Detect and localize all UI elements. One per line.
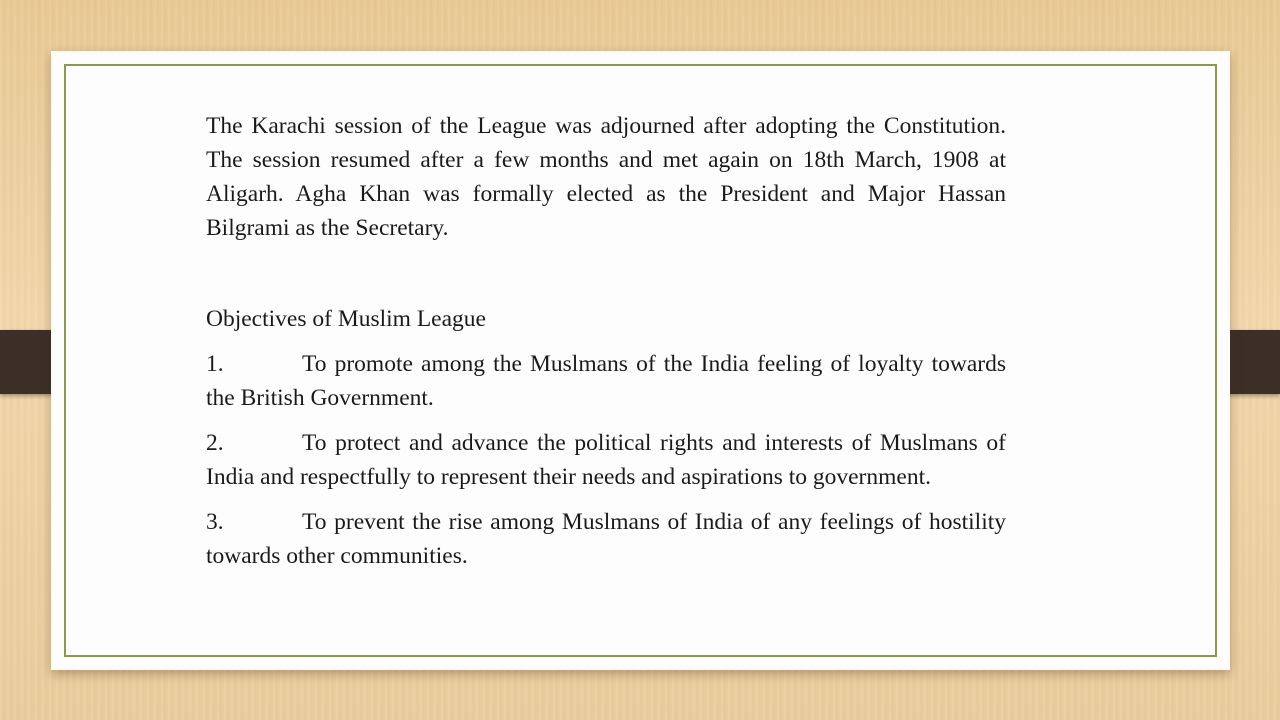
objective-item-3 <box>206 505 1006 573</box>
section-heading: Objectives of Muslim League <box>206 306 486 332</box>
objective-text: To prevent the rise among Muslmans of India of any feelings of hostility towards other communities. <box>206 509 1006 569</box>
objective-number: 1. <box>206 351 224 377</box>
slide-page <box>51 51 1230 670</box>
objective-item-1 <box>206 347 1006 415</box>
intro-paragraph: The Karachi session of the League was adjourned after adopting the Constitution. The session resumed after a few months and met again on 18th March, 1908 at Aligarh. Agha Khan was formally elected as the President and Major Hassan Bilgrami as the Secretary. <box>206 113 1006 241</box>
objective-text: To promote among the Muslmans of the India feeling of loyalty towards the British Government. <box>206 351 1006 411</box>
objective-number: 3. <box>206 509 224 535</box>
objective-number: 2. <box>206 430 224 456</box>
slide-content <box>206 109 1006 573</box>
objective-item-2 <box>206 426 1006 494</box>
objective-text: To protect and advance the political rights and interests of Muslmans of India and respectfully to represent their needs and aspirations to government. <box>206 430 1006 490</box>
